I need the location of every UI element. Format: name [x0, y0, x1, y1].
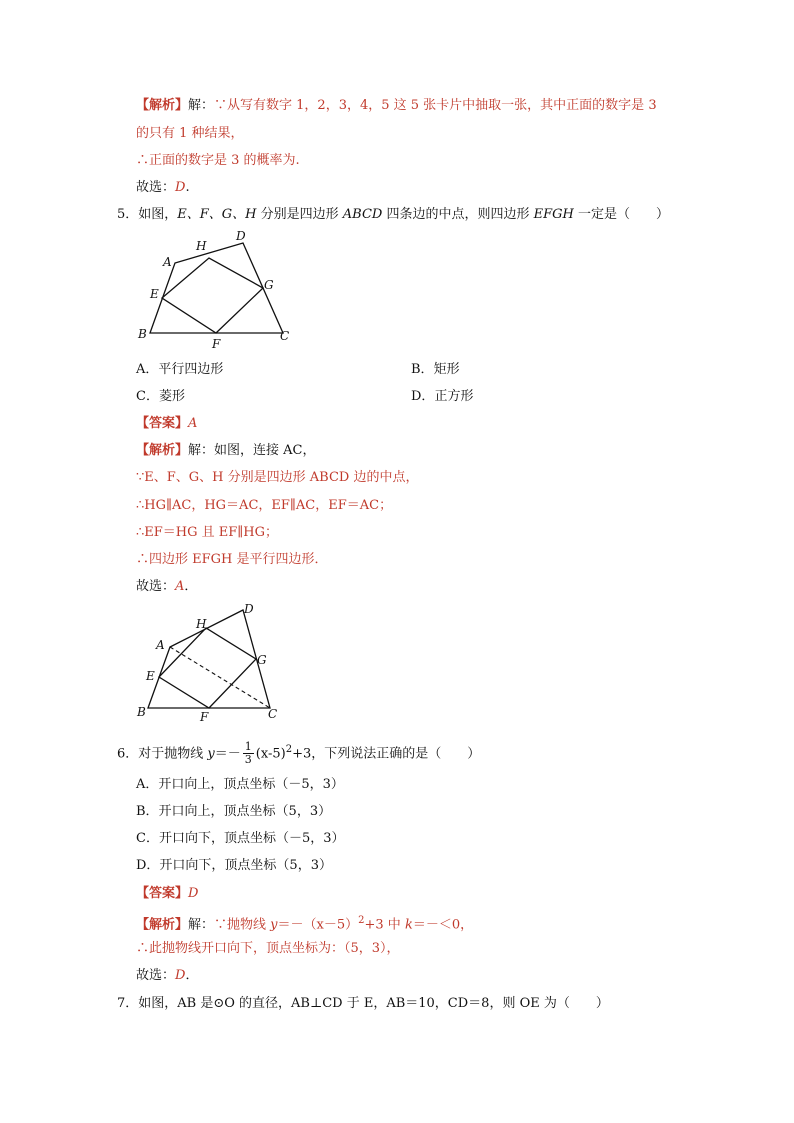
label-A: A [156, 638, 165, 652]
q4-choice: 故选：D. [136, 180, 190, 195]
label-E: E [150, 287, 159, 301]
label-A: A [163, 255, 172, 269]
label-C: C [280, 329, 290, 343]
q4-analysis-line1: 【解析】解：∵从写有数字 1，2，3，4，5 这 5 张卡片中抽取一张，其中正面的数字是 3 [136, 98, 657, 113]
q6-answer: 【答案】D [136, 886, 199, 901]
q4-analysis-line2: 的只有 1 种结果， [136, 126, 244, 141]
q7-stem: 7．如图，AB 是⊙O 的直径，AB⊥CD 于 E，AB＝10，CD＝8，则 OE 为（ ） [117, 996, 609, 1011]
q6-option-c: C．开口向下，顶点坐标（－5，3） [136, 831, 345, 846]
q4-analysis-line3: ∴正面的数字是 3 的概率为. [136, 153, 300, 168]
q5-figure-with-diagonal [130, 600, 300, 725]
label-F: F [200, 710, 209, 724]
q6-analysis-line1: 【解析】解：∵抛物线 $y=-(x-5)^2+3$ 中 k＝－＜0， [136, 915, 474, 933]
label-F: F [212, 337, 221, 351]
q5-option-a: A．平行四边形 [136, 362, 224, 377]
label-B: B [138, 327, 147, 341]
label-G: G [264, 278, 274, 292]
q5-answer: 【答案】A [136, 416, 198, 431]
q5-figure-quadrilateral [130, 226, 300, 356]
q6-stem: 6．对于抛物线 y＝－ $\frac{1}{3}$ $(x-5)^2+3$，下列说法正确的是（ ） [117, 740, 481, 767]
label-D: D [236, 229, 246, 243]
label-B: B [137, 705, 146, 719]
q6-option-b: B．开口向上，顶点坐标（5，3） [136, 804, 332, 819]
analysis-tag: 【解析】 [136, 98, 189, 113]
q5-analysis-line3: ∴HG∥AC，HG＝AC，EF∥AC，EF＝AC； [136, 498, 393, 513]
q5-analysis-line1: 【解析】解：如图，连接 AC， [136, 443, 316, 458]
q5-analysis-line5: ∴四边形 EFGH 是平行四边形． [136, 552, 328, 567]
q6-analysis-line2: ∴此抛物线开口向下，顶点坐标为：（5，3）， [136, 941, 400, 956]
label-C: C [268, 707, 278, 721]
q5-analysis-line2: ∵E、F、G、H 分别是四边形 ABCD 边的中点， [136, 470, 419, 485]
q5-choice: 故选：A． [136, 579, 198, 594]
q5-option-d: D．正方形 [411, 389, 474, 404]
q5-stem: 5．如图，E、F、G、H 分别是四边形 ABCD 四条边的中点，则四边形 EFGH 一定是（ ） [117, 207, 669, 222]
label-H: H [196, 239, 207, 253]
label-H: H [196, 617, 207, 631]
label-G: G [257, 653, 267, 667]
q6-choice: 故选：D． [136, 968, 199, 983]
q5-option-c: C．菱形 [136, 389, 185, 404]
q6-option-a: A．开口向上，顶点坐标（－5，3） [136, 777, 344, 792]
q5-option-b: B．矩形 [411, 362, 460, 377]
label-D: D [244, 602, 254, 616]
q5-analysis-line4: ∴EF＝HG 且 EF∥HG； [136, 525, 279, 540]
q6-option-d: D．开口向下，顶点坐标（5，3） [136, 858, 332, 873]
label-E: E [146, 669, 155, 683]
fraction: $\frac{1}{3}$ [244, 740, 252, 767]
